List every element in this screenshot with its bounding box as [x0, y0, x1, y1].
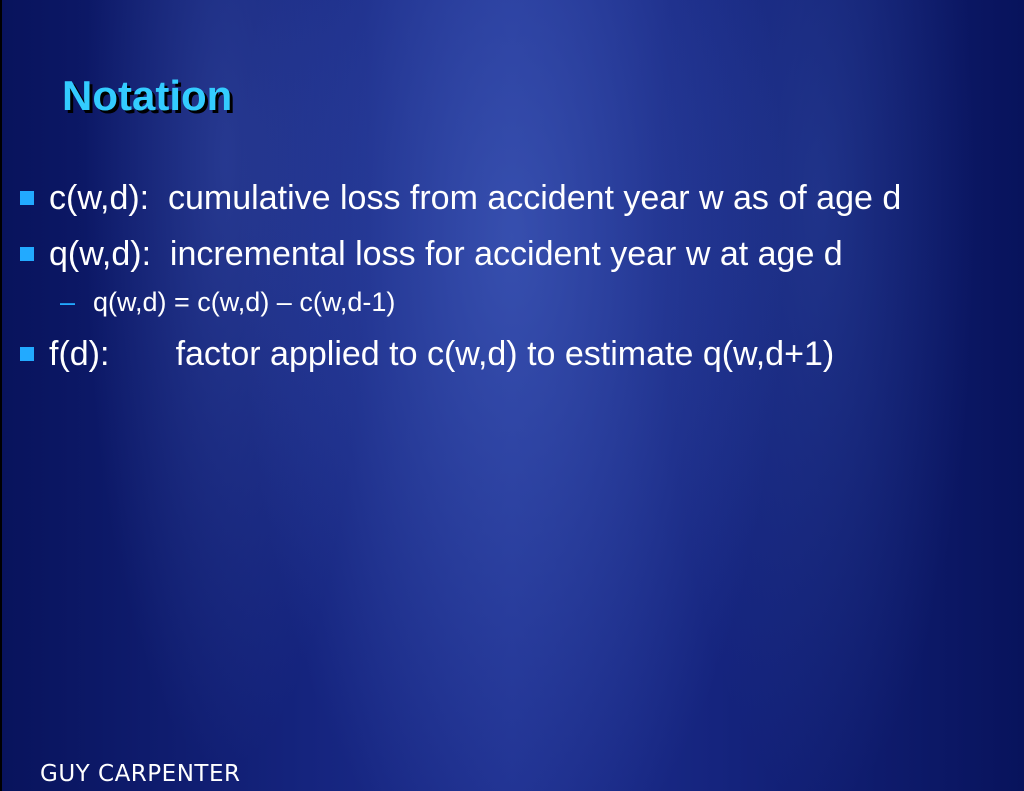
- bullet-item: [20, 328, 995, 380]
- dash-bullet-icon: –: [60, 287, 76, 317]
- bullet-item: [20, 228, 995, 280]
- bullet-text: q(w,d): incremental loss for accident year w at age d: [49, 235, 843, 273]
- bullet-text: c(w,d): cumulative loss from accident year w as of age d: [49, 179, 902, 217]
- bullet-list: [20, 172, 995, 384]
- square-bullet-icon: [20, 347, 34, 361]
- square-bullet-icon: [20, 191, 34, 205]
- slide-left-edge: [0, 0, 2, 791]
- sub-bullet-text: q(w,d) = c(w,d) – c(w,d-1): [93, 287, 396, 317]
- company-logo: GUY CARPENTER: [40, 761, 241, 787]
- square-bullet-icon: [20, 247, 34, 261]
- slide-title: Notation: [62, 72, 233, 119]
- sub-bullet-item: [20, 282, 995, 322]
- bullet-text: f(d): factor applied to c(w,d) to estimate q(w,d+1): [49, 335, 835, 373]
- bullet-item: [20, 172, 995, 224]
